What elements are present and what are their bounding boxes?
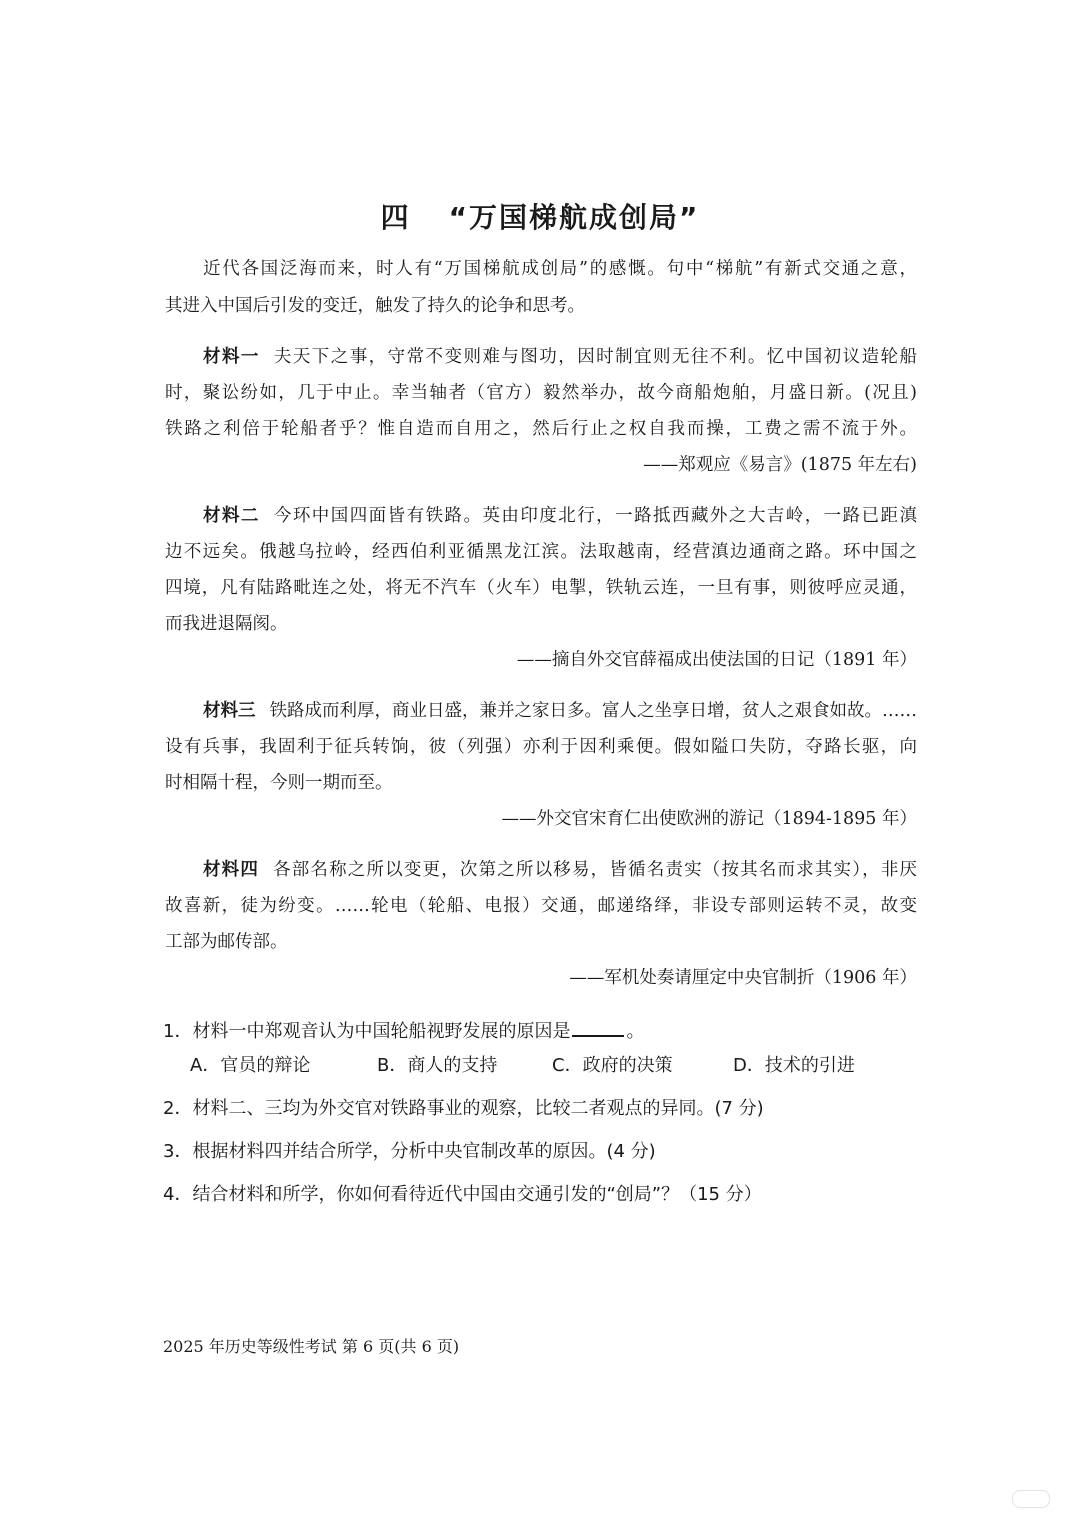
watermark [1012, 1490, 1050, 1508]
material-4-line: 故喜新，徒为纷变。……轮电（轮船、电报）交通，邮递络绎，非设专部则运转不灵，故变 [165, 896, 917, 916]
question-4: 4．结合材料和所学，你如何看待近代中国由交通引发的“创局”？（15 分） [163, 1184, 762, 1205]
material-1-source: ——郑观应《易言》(1875 年左右) [643, 455, 917, 475]
option-a: A．官员的辩论 [190, 1055, 311, 1076]
option-b: B．商人的支持 [377, 1055, 498, 1076]
question-1-end: 。 [626, 1021, 645, 1042]
material-3-label: 材料三 [203, 701, 256, 721]
material-3-line: 时相隔十程，今则一期而至。 [165, 773, 393, 793]
watermark-logo-icon [1012, 1490, 1050, 1508]
material-1-line: 铁路之利倍于轮船者乎？惟自造而自用之，然后行止之权自我而操，工费之需不流于外。 [165, 419, 917, 439]
material-1-line [203, 342, 917, 372]
page-footer: 2025 年历史等级性考试 第 6 页(共 6 页) [163, 1337, 460, 1356]
question-1 [163, 1015, 644, 1047]
answer-blank [572, 1015, 624, 1037]
material-2-line [203, 501, 917, 531]
intro-line: 近代各国泛海而来，时人有“万国梯航成创局”的感慨。句中“梯航”有新式交通之意， [203, 259, 917, 279]
option-d: D．技术的引进 [733, 1055, 855, 1076]
option-c: C．政府的决策 [552, 1055, 673, 1076]
material-2-label: 材料二 [203, 506, 260, 526]
question-3: 3．根据材料四并结合所学，分析中央官制改革的原因。(4 分) [163, 1141, 656, 1162]
intro-line: 其进入中国后引发的变迁，触发了持久的论争和思考。 [165, 296, 585, 316]
material-2-line: 边不远矣。俄越乌拉岭，经西伯利亚循黑龙江滨。法取越南，经营滇边通商之路。环中国之 [165, 542, 917, 562]
material-2-line: 而我进退隔阂。 [165, 614, 288, 634]
section-number: 四 [380, 201, 411, 234]
question-2: 2．材料二、三均为外交官对铁路事业的观察，比较二者观点的异同。(7 分) [163, 1098, 764, 1119]
material-2-text: 今环中国四面皆有铁路。英由印度北行，一路抵西藏外之大吉岭，一路已距滇 [273, 506, 917, 526]
material-2-line: 四境，凡有陆路毗连之处，将无不汽车（火车）电掣，铁轨云连，一旦有事，则彼呼应灵通， [165, 578, 917, 598]
material-4-label: 材料四 [203, 860, 260, 880]
section-heading: “万国梯航成创局” [448, 201, 700, 234]
material-4-text: 各部名称之所以变更，次第之所以移易，皆循名责实（按其名而求其实），非厌 [273, 860, 918, 880]
material-1-text: 夫天下之事，守常不变则难与图功，因时制宜则无往不利。忆中国初议造轮船 [273, 347, 917, 367]
material-4-source: ——军机处奏请厘定中央官制折（1906 年） [569, 968, 917, 988]
section-title [0, 196, 1080, 236]
material-3-text: 铁路成而利厚，商业日盛，兼并之家日多。富人之坐享日增，贫人之艰食如故。…… [269, 701, 917, 721]
material-4-line [203, 855, 917, 885]
material-4-line: 工部为邮传部。 [165, 932, 288, 952]
material-3-line [203, 696, 917, 726]
material-3-source: ——外交官宋育仁出使欧洲的游记（1894-1895 年） [501, 809, 917, 829]
material-1-line: 时，聚讼纷如，几于中止。幸当轴者（官方）毅然举办，故今商船炮舶，月盛日新。(况且) [165, 383, 917, 403]
material-2-source: ——摘自外交官薛福成出使法国的日记（1891 年） [516, 650, 917, 670]
question-1-text: 1．材料一中郑观音认为中国轮船视野发展的原因是 [163, 1021, 571, 1042]
material-1-label: 材料一 [203, 347, 260, 367]
material-3-line: 设有兵事，我固利于征兵转饷，彼（列强）亦利于因利乘便。假如隘口失防，夺路长驱，向 [165, 737, 917, 757]
